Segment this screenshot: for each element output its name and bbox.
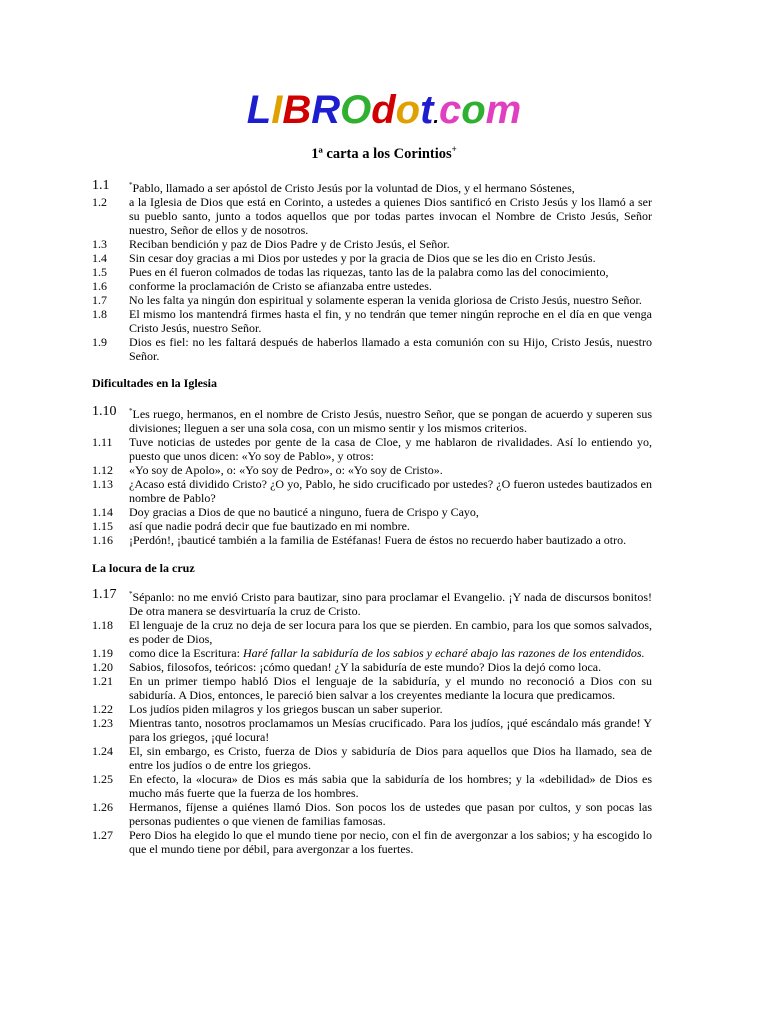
verse-body: así que nadie podrá decir que fue bautizado en mi nombre. (129, 519, 410, 533)
verse-number: 1.18 (92, 618, 113, 632)
verse-number: 1.11 (92, 435, 113, 449)
section-heading-locura: La locura de la cruz (92, 561, 195, 575)
verse-1-11 (92, 435, 652, 463)
verse-1-12 (92, 463, 652, 477)
verse-1-10 (92, 404, 652, 435)
verse-body: El, sin embargo, es Cristo, fuerza de Dios y sabiduría de Dios para aquellos que Dios ha llamado, sea de entre los judíos o de entre los griegos. (129, 744, 652, 772)
verse-text (129, 533, 652, 547)
verse-number: 1.17 (92, 587, 117, 602)
verse-body: Pablo, llamado a ser apóstol de Cristo Jesús por la voluntad de Dios, y el hermano Sóstenes, (132, 181, 575, 195)
verse-1-26 (92, 800, 652, 828)
verse-number: 1.4 (92, 251, 107, 265)
verse-body: Doy gracias a Dios de que no bauticé a ninguno, fuera de Crispo y Cayo, (129, 505, 479, 519)
verse-number: 1.24 (92, 744, 113, 758)
verse-1-13 (92, 477, 652, 505)
verse-1-20 (92, 660, 652, 674)
verse-number: 1.6 (92, 279, 107, 293)
verse-1-1 (92, 178, 652, 195)
verse-1-24 (92, 744, 652, 772)
verse-text (129, 195, 652, 237)
verse-text (129, 618, 652, 646)
logo-letter: O (340, 88, 372, 132)
title-text: 1ª carta a los Corintios (311, 145, 452, 162)
verse-text (129, 435, 652, 463)
verse-text (129, 800, 652, 828)
verse-body: Sin cesar doy gracias a mi Dios por ustedes y por la gracia de Dios que se les dio en Cristo Jesús. (129, 251, 596, 265)
verse-text (129, 828, 652, 856)
verse-body: Pero Dios ha elegido lo que el mundo tiene por necio, con el fin de avergonzar a los sabios; y ha escogido lo que el mundo tiene por débil, para avergonzar a los fuertes. (129, 828, 652, 856)
verse-1-18 (92, 618, 652, 646)
document-title (0, 144, 768, 163)
logo-letter: B (282, 88, 312, 132)
verse-number: 1.25 (92, 772, 113, 786)
verse-body: Los judíos piden milagros y los griegos buscan un saber superior. (129, 702, 443, 716)
verses-section-2 (92, 404, 652, 547)
verse-body: Tuve noticias de ustedes por gente de la casa de Cloe, y me hablaron de rivalidades. Así lo entiendo yo, puesto que unos dicen: «Yo soy de Pablo», y otros: (129, 435, 652, 463)
verse-text (129, 335, 652, 363)
verse-number: 1.8 (92, 307, 107, 321)
verse-text (129, 674, 652, 702)
verse-1-14 (92, 505, 652, 519)
verse-body: En efecto, la «locura» de Dios es más sabia que la sabiduría de los hombres; y la «debilidad» de Dios es mucho más fuerte que la fuerza de los hombres. (129, 772, 652, 800)
verse-1-19 (92, 646, 652, 660)
verse-number: 1.21 (92, 674, 113, 688)
verse-text (129, 477, 652, 505)
footnote-mark: * (129, 590, 133, 598)
verse-text (129, 646, 652, 660)
verse-1-16 (92, 533, 652, 547)
verse-number: 1.14 (92, 505, 113, 519)
verse-number: 1.10 (92, 404, 117, 419)
verse-1-3 (92, 237, 652, 251)
verse-number: 1.27 (92, 828, 113, 842)
verse-text (129, 716, 652, 744)
footnote-mark: * (129, 181, 133, 189)
verse-body: En un primer tiempo habló Dios el lenguaje de la sabiduría, y el mundo no reconoció a Dios con su sabiduría. A Dios, entonces, le pareció bien salvar a los creyentes mediante la locura que predicamos. (129, 674, 652, 702)
verse-1-6 (92, 279, 652, 293)
verses-section-1 (92, 178, 652, 363)
section-heading-dificultades: Dificultades en la Iglesia (92, 376, 217, 390)
verse-body: Mientras tanto, nosotros proclamamos un Mesías crucificado. Para los judíos, ¡qué escándalo más grande! Y para los griegos, ¡qué locura! (129, 716, 652, 744)
verse-number: 1.3 (92, 237, 107, 251)
verse-text (129, 744, 652, 772)
verse-body: Sépanlo: no me envió Cristo para bautizar, sino para proclamar el Evangelio. ¡Y nada de discursos bonitos! De otra manera se desvirtuaría la cruz de Cristo. (129, 590, 652, 618)
logo-letter: I (271, 88, 283, 132)
verses-section-3 (92, 587, 652, 856)
verse-number: 1.20 (92, 660, 113, 674)
verse-text (129, 772, 652, 800)
verse-number: 1.7 (92, 293, 107, 307)
title-footnote-mark: + (451, 144, 457, 154)
footnote-mark: * (129, 407, 133, 415)
verse-body: No les falta ya ningún don espiritual y solamente esperan la venida gloriosa de Cristo Jesús, nuestro Señor. (129, 293, 642, 307)
verse-body: Reciban bendición y paz de Dios Padre y de Cristo Jesús, el Señor. (129, 237, 450, 251)
verse-number: 1.26 (92, 800, 113, 814)
verse-number: 1.5 (92, 265, 107, 279)
verse-1-4 (92, 251, 652, 265)
verse-1-9 (92, 335, 652, 363)
verse-body: a la Iglesia de Dios que está en Corinto, a ustedes a quienes Dios santificó en Cristo Jesús y los llamó a ser su pueblo santo, junto a todos aquellos que por todas partes invocan el Nombre de Cristo Jesús, Señor nuestro, Señor de ellos y de nosotros. (129, 195, 652, 237)
verse-1-25 (92, 772, 652, 800)
logo-letter: R (311, 88, 341, 132)
verse-text (129, 279, 652, 293)
verse-1-27 (92, 828, 652, 856)
verse-number: 1.2 (92, 195, 107, 209)
verse-text (129, 265, 652, 279)
verse-body: El lenguaje de la cruz no deja de ser locura para los que se pierden. En cambio, para los que somos salvados, es poder de Dios, (129, 618, 652, 646)
verse-number: 1.13 (92, 477, 113, 491)
verse-number: 1.22 (92, 702, 113, 716)
verse-text (129, 307, 652, 335)
verse-body: como dice la Escritura: (129, 646, 243, 660)
verse-text (129, 178, 652, 195)
verse-text (129, 519, 652, 533)
logo-letter: m (485, 88, 522, 132)
verse-text (129, 293, 652, 307)
logo-letter: t (420, 88, 434, 132)
logo-letter: o (395, 88, 421, 132)
verse-1-15 (92, 519, 652, 533)
logo-letter: . (433, 106, 439, 128)
verse-body: ¡Perdón!, ¡bauticé también a la familia de Estéfanas! Fuera de éstos no recuerdo haber bautizado a otro. (129, 533, 627, 547)
verse-text (129, 702, 652, 716)
logo-letter: d (371, 88, 396, 132)
verse-body: Les ruego, hermanos, en el nombre de Cristo Jesús, nuestro Señor, que se pongan de acuerdo y superen sus divisiones; lleguen a ser una sola cosa, con un mismo sentir y los mismos criterios. (129, 407, 652, 435)
verse-1-23 (92, 716, 652, 744)
verse-body: Sabios, filosofos, teóricos: ¡cómo quedan! ¿Y la sabiduría de este mundo? Dios la dejó como loca. (129, 660, 602, 674)
verse-number: 1.15 (92, 519, 113, 533)
verse-1-7 (92, 293, 652, 307)
verse-text (129, 237, 652, 251)
verse-number: 1.16 (92, 533, 113, 547)
verse-1-22 (92, 702, 652, 716)
verse-text (129, 660, 652, 674)
logo-letter: c (438, 88, 462, 132)
verse-text (129, 463, 652, 477)
scripture-quote: Haré fallar la sabiduría de los sabios y echaré abajo las razones de los entendidos. (242, 646, 645, 660)
verse-text (129, 505, 652, 519)
verse-number: 1.1 (92, 178, 110, 193)
verse-text (129, 404, 652, 435)
logo-letter: L (246, 88, 272, 132)
librodot-logo (0, 88, 768, 139)
verse-text (129, 587, 652, 618)
verse-body: ¿Acaso está dividido Cristo? ¿O yo, Pablo, he sido crucificado por ustedes? ¿O fueron ustedes bautizados en nombre de Pablo? (129, 477, 652, 505)
verse-body: Pues en él fueron colmados de todas las riquezas, tanto las de la palabra como las del conocimiento, (129, 265, 609, 279)
verse-number: 1.9 (92, 335, 107, 349)
verse-1-17 (92, 587, 652, 618)
logo-letter: o (461, 88, 486, 132)
verse-text (129, 251, 652, 265)
verse-1-2 (92, 195, 652, 237)
verse-1-5 (92, 265, 652, 279)
verse-body: conforme la proclamación de Cristo se afianzaba entre ustedes. (129, 279, 432, 293)
verse-body: Hermanos, fíjense a quiénes llamó Dios. Son pocos los de ustedes que pasan por cultos, y son pocas las personas pudientes o que vienen de familias famosas. (129, 800, 652, 828)
document-body (92, 178, 652, 856)
verse-number: 1.19 (92, 646, 113, 660)
verse-number: 1.12 (92, 463, 113, 477)
verse-1-21 (92, 674, 652, 702)
verse-body: «Yo soy de Apolo», o: «Yo soy de Pedro», o: «Yo soy de Cristo». (129, 463, 443, 477)
verse-body: Dios es fiel: no les faltará después de haberlos llamado a esta comunión con su Hijo, Cristo Jesús, nuestro Señor. (129, 335, 652, 363)
verse-1-8 (92, 307, 652, 335)
verse-number: 1.23 (92, 716, 113, 730)
verse-body: El mismo los mantendrá firmes hasta el fin, y no tendrán que temer ningún reproche en el día en que venga Cristo Jesús, nuestro Señor. (129, 307, 652, 335)
